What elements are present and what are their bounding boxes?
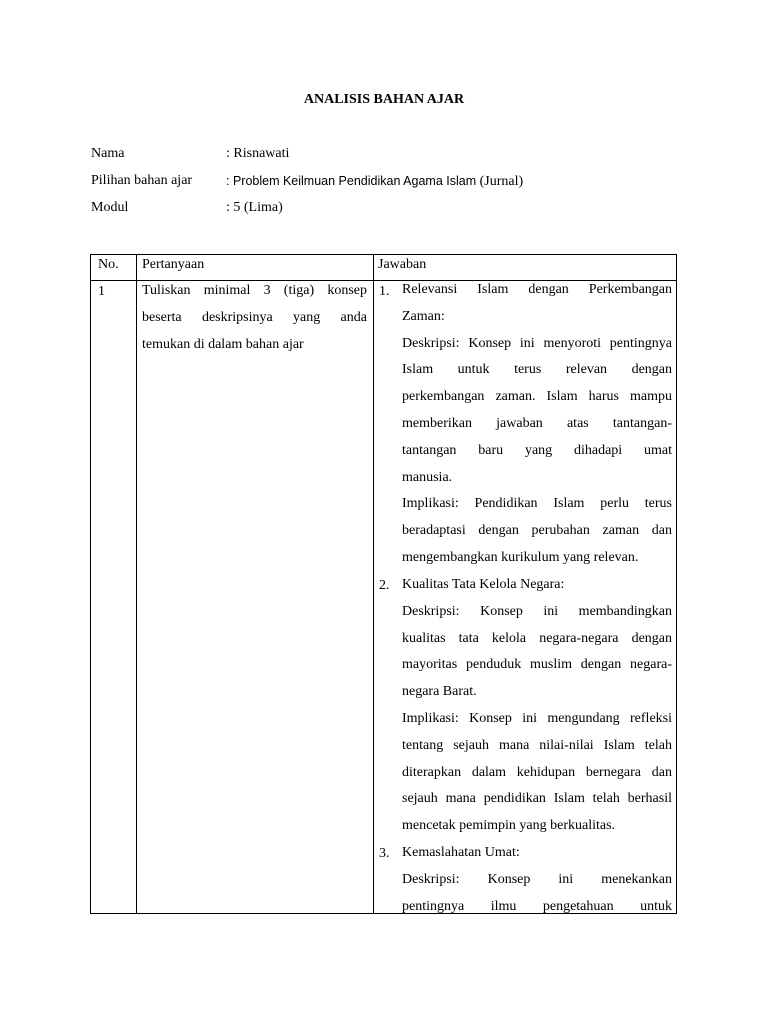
document-title: ANALISIS BAHAN AJAR xyxy=(303,92,465,107)
answer-line: Implikasi: Pendidikan Islam perlu terus xyxy=(402,496,672,512)
answer-1 xyxy=(402,277,672,572)
answer-line: Implikasi: Konsep ini mengundang refleksi xyxy=(402,710,672,726)
answer-line: Deskripsi: Konsep ini menekankan xyxy=(402,871,672,887)
modul-value: : 5 (Lima) xyxy=(226,200,283,215)
column-divider-2 xyxy=(373,255,374,913)
column-divider-1 xyxy=(136,255,137,913)
answer-line: tentang sejauh mana nilai-nilai Islam telah xyxy=(402,737,672,753)
answer-line: manusia. xyxy=(402,469,453,485)
pilihan-value-main: : Problem Keilmuan Pendidikan Agama Islam xyxy=(226,174,477,188)
answer-line: Islam untuk terus relevan dengan xyxy=(402,362,672,378)
modul-label: Modul xyxy=(91,200,129,215)
answer-line: kualitas tata kelola negara-negara dengan xyxy=(402,630,672,646)
pilihan-label: Pilihan bahan ajar xyxy=(91,173,193,188)
answer-line: tantangan baru yang dihadapi umat xyxy=(402,442,672,458)
answer-line: Kemaslahatan Umat: xyxy=(402,845,520,860)
answer-line: mencetak pemimpin yang berkualitas. xyxy=(402,818,616,834)
header-no: No. xyxy=(98,257,119,272)
answer-line: perkembangan zaman. Islam harus mampu xyxy=(402,389,672,405)
answer-line: memberikan jawaban atas tantangan- xyxy=(402,415,672,431)
answer-line: mengembangkan kurikulum yang relevan. xyxy=(402,549,639,565)
question-line: temukan di dalam bahan ajar xyxy=(142,337,304,352)
answer-line: Relevansi Islam dengan Perkembangan xyxy=(402,282,672,297)
answer-line: Deskripsi: Konsep ini menyoroti pentingnya xyxy=(402,335,672,351)
answer-line: pentingnya ilmu pengetahuan untuk xyxy=(402,898,672,914)
answer-line: Kualitas Tata Kelola Negara: xyxy=(402,577,565,592)
header-pertanyaan: Pertanyaan xyxy=(142,257,205,272)
header-jawaban: Jawaban xyxy=(378,257,427,272)
answer-line: negara Barat. xyxy=(402,684,477,700)
question-line: Tuliskan minimal 3 (tiga) konsep xyxy=(142,283,367,298)
answer-line: Zaman: xyxy=(402,308,445,324)
nama-value: : Risnawati xyxy=(226,146,290,161)
answer-number-1: 1. xyxy=(379,284,390,299)
answer-line: diterapkan dalam kehidupan bernegara dan xyxy=(402,764,672,780)
pilihan-value-suffix: (Jurnal) xyxy=(476,174,524,189)
question-line: beserta deskripsinya yang anda xyxy=(142,310,367,325)
answer-line: sejauh mana pendidikan Islam telah berhasil xyxy=(402,791,672,807)
row-number: 1 xyxy=(98,284,105,299)
answer-number-2: 2. xyxy=(379,578,390,593)
pilihan-value xyxy=(226,174,523,190)
analysis-table xyxy=(90,254,677,914)
answer-line: Deskripsi: Konsep ini membandingkan xyxy=(402,603,672,619)
answer-number-3: 3. xyxy=(379,846,390,861)
answer-line: beradaptasi dengan perubahan zaman dan xyxy=(402,523,672,539)
nama-label: Nama xyxy=(91,146,125,161)
answer-2 xyxy=(402,572,672,840)
answer-line: mayoritas penduduk muslim dengan negara- xyxy=(402,657,672,673)
answer-3 xyxy=(402,840,672,920)
